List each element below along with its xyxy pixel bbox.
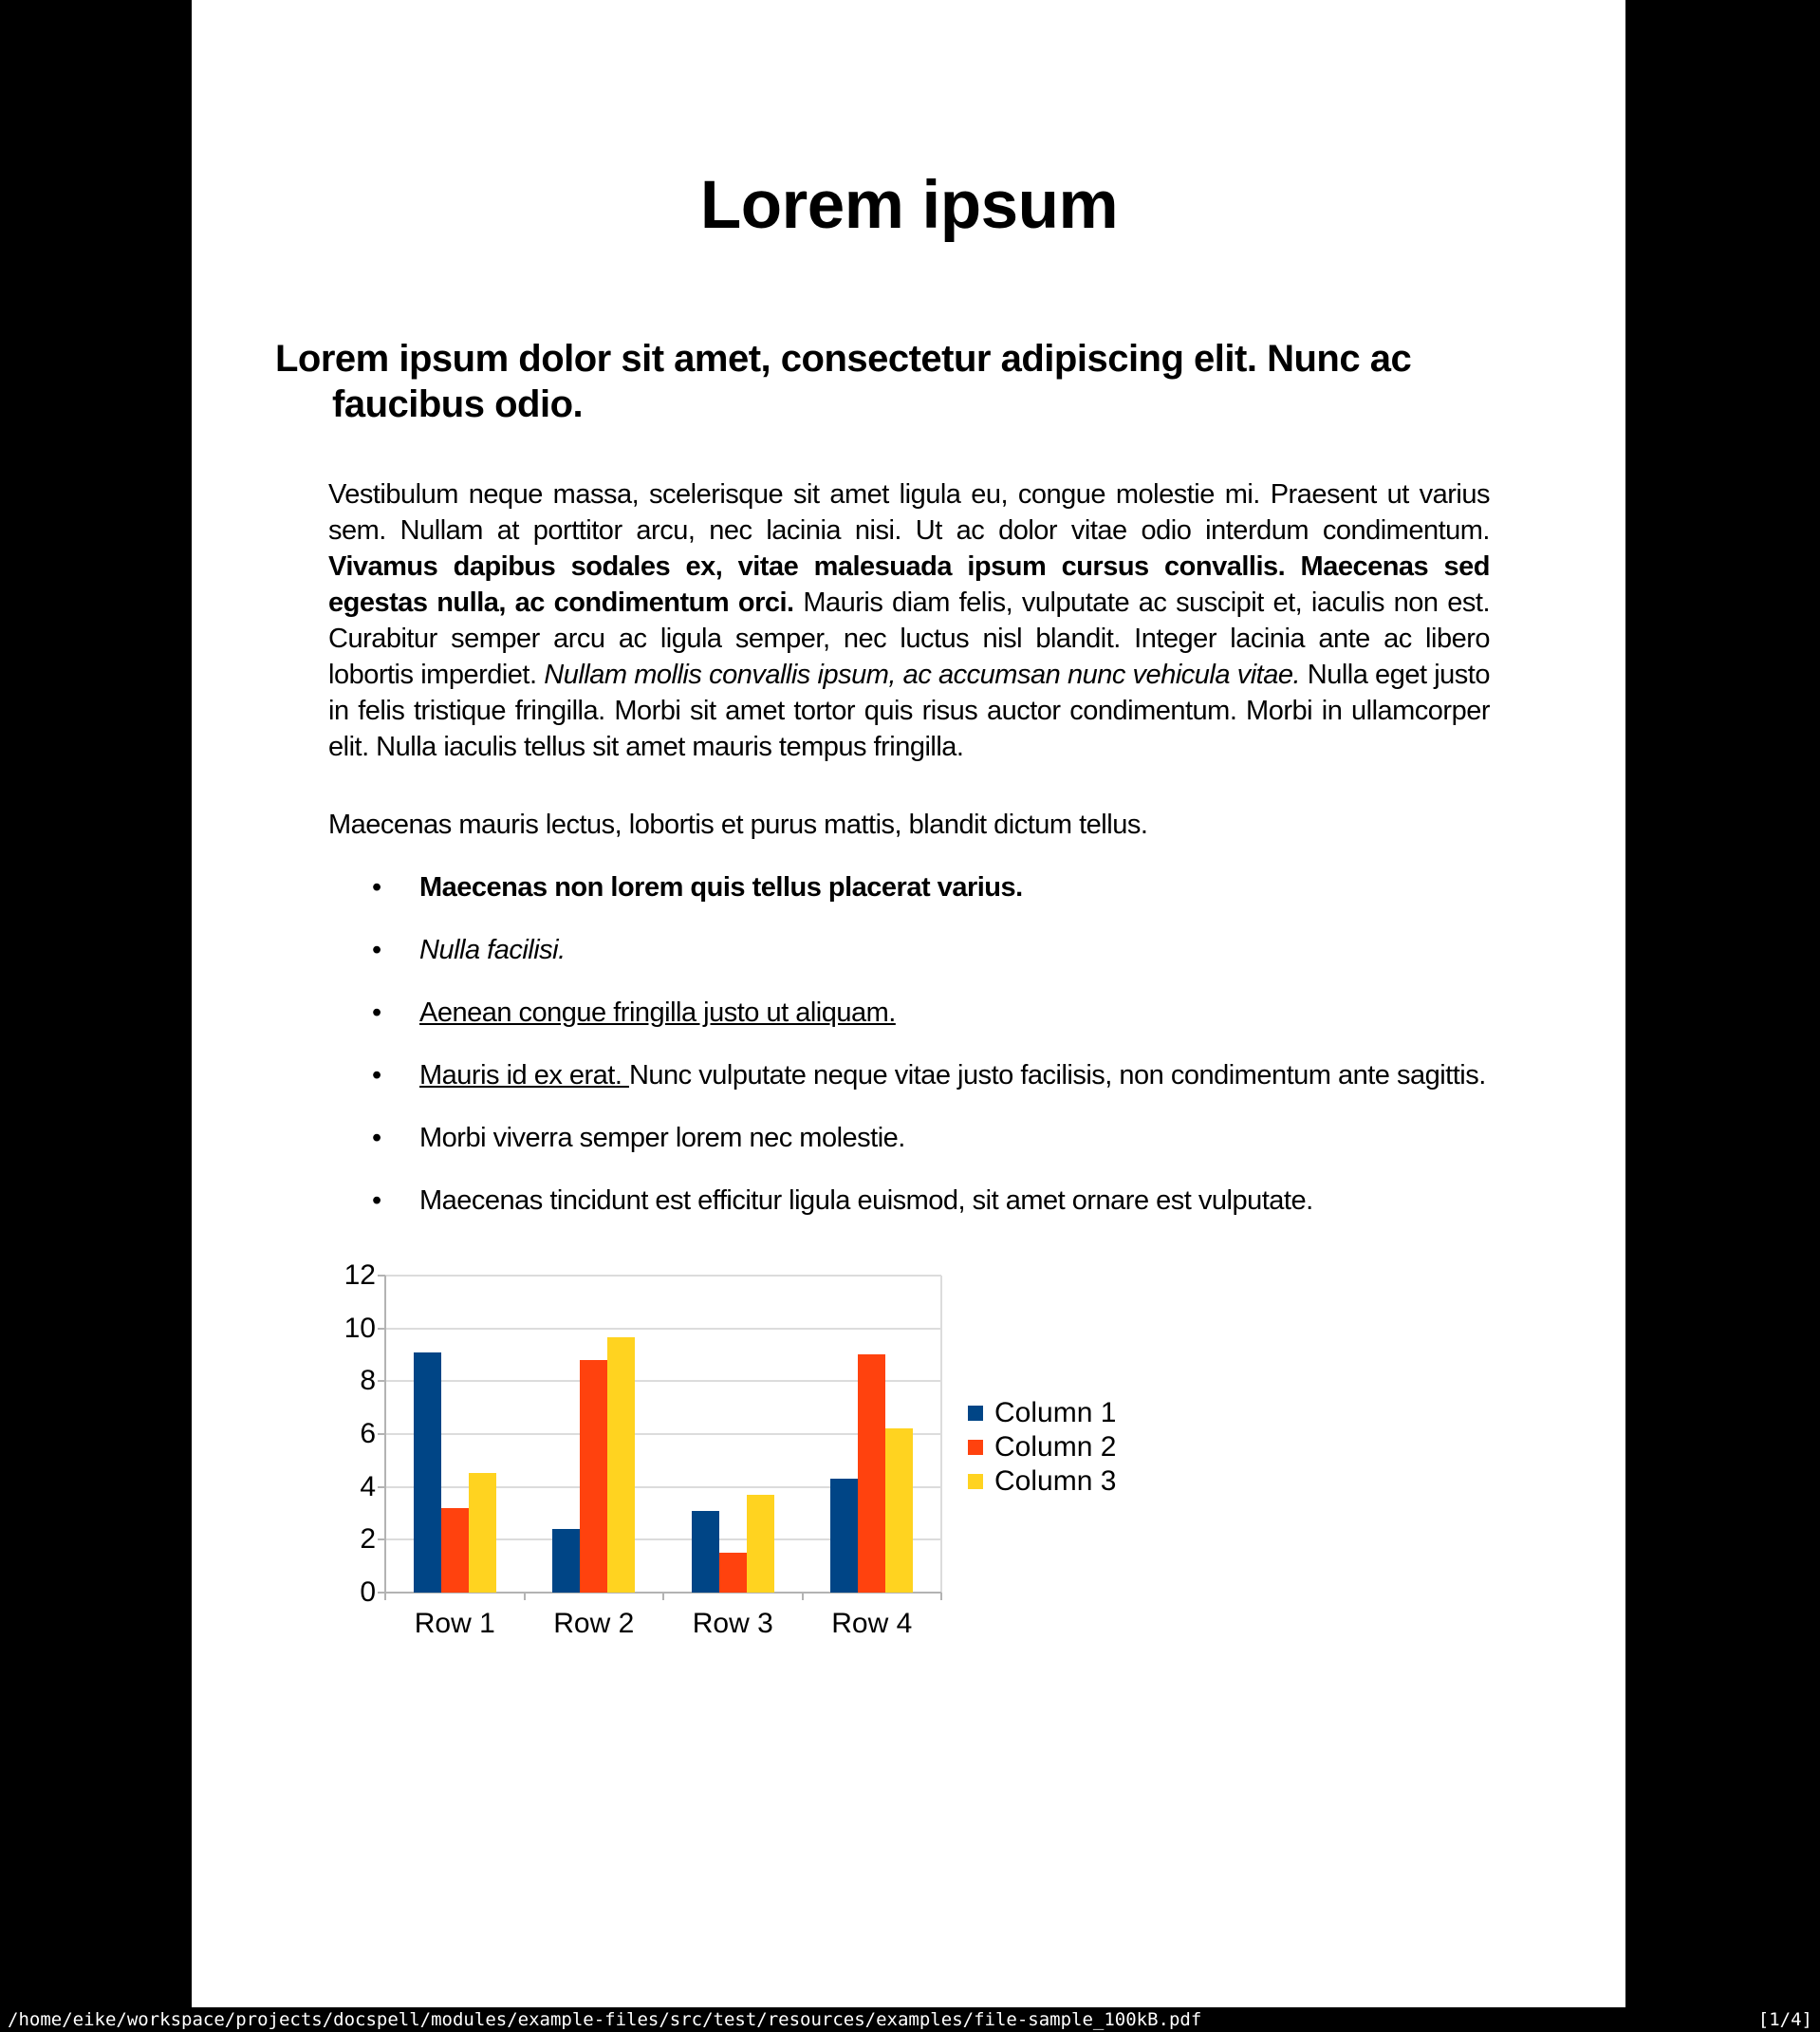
chart-bar-column-1-row-4 — [830, 1479, 858, 1593]
list-item — [328, 869, 1490, 905]
document-page[interactable] — [192, 0, 1625, 2028]
legend-row — [968, 1464, 1116, 1499]
chart-y-tick-label: 12 — [344, 1259, 376, 1291]
chart-bar-column-2-row-3 — [719, 1553, 747, 1593]
list-item — [328, 1120, 1490, 1156]
legend-label: Column 1 — [994, 1397, 1117, 1428]
list-item-text: Maecenas tincidunt est efficitur ligula euismod, sit amet ornare est vulputate. — [419, 1185, 1313, 1216]
legend-label: Column 3 — [994, 1465, 1117, 1497]
chart-bar-column-3-row-2 — [607, 1337, 635, 1593]
chart-y-tick — [378, 1486, 385, 1488]
bullet-icon: • — [372, 997, 381, 1028]
chart-y-tick — [378, 1538, 385, 1540]
legend-row — [968, 1396, 1116, 1430]
list-item — [328, 932, 1490, 968]
chart-bar-column-2-row-4 — [858, 1354, 885, 1593]
chart-y-tick-label: 2 — [360, 1523, 376, 1556]
chart-x-tick — [940, 1593, 942, 1600]
chart-bar-column-3-row-3 — [747, 1495, 774, 1593]
list-item-text: Morbi viverra semper lorem nec molestie. — [419, 1123, 905, 1153]
chart-x-tick — [524, 1593, 526, 1600]
bullet-icon: • — [372, 872, 381, 903]
chart-y-tick — [378, 1380, 385, 1382]
paragraph-segment: Vestibulum neque massa, scelerisque sit amet ligula eu, congue molestie mi. Praesent ut varius sem. Nullam at porttitor arcu, nec lacinia nisi. Ut ac dolor vitae odio interdum condimentum. — [328, 479, 1490, 546]
chart-y-tick — [378, 1275, 385, 1277]
chart-bar-column-2-row-1 — [441, 1508, 469, 1593]
legend-swatch-column-1 — [968, 1406, 983, 1421]
chart-legend — [968, 1396, 1116, 1499]
chart-plot-right-border — [940, 1276, 942, 1593]
chart-y-tick-label: 8 — [360, 1365, 376, 1397]
chart-x-tick — [802, 1593, 804, 1600]
paragraph-segment: Nulla eget justo in felis tristique fringilla. Morbi sit amet tortor quis risus auctor condimentum. Morbi in ullamcorper elit. Nulla iaculis tellus sit amet mauris tempus fringilla. — [328, 660, 1490, 762]
paragraph-segment: Mauris diam felis, vulputate ac suscipit et, iaculis non est. Curabitur semper arcu ac ligula semper, nec luctus nisl blandit. Integer lacinia ante ac libero lobortis imperdiet. — [328, 587, 1490, 690]
chart-bar-column-3-row-1 — [469, 1473, 496, 1593]
chart-x-category-label: Row 4 — [831, 1608, 913, 1639]
bullet-icon: • — [372, 1123, 381, 1153]
bullet-icon: • — [372, 935, 381, 965]
document-heading — [275, 336, 1490, 427]
list-item-text: Maecenas non lorem quis tellus placerat varius. — [419, 872, 1023, 903]
list-item-lead: Mauris id ex erat. — [419, 1060, 629, 1091]
chart-x-category-label: Row 1 — [414, 1608, 495, 1639]
legend-swatch-column-2 — [968, 1440, 983, 1455]
chart-x-tick — [384, 1593, 386, 1600]
chart-bar-column-3-row-4 — [885, 1428, 913, 1593]
chart-x-tick — [662, 1593, 664, 1600]
chart-bar-column-1-row-2 — [552, 1529, 580, 1593]
statusbar-file-path: /home/eike/workspace/projects/docspell/modules/example-files/src/test/resources/examples/file-sample_100kB.pdf — [8, 2009, 1202, 2030]
chart-bar-column-2-row-2 — [580, 1360, 607, 1593]
document-title: Lorem ipsum — [699, 168, 1119, 243]
chart-x-category-label: Row 2 — [553, 1608, 635, 1639]
chart-y-tick — [378, 1328, 385, 1330]
chart-y-tick-label: 10 — [344, 1312, 376, 1344]
chart-x-category-label: Row 3 — [692, 1608, 773, 1639]
bar-chart — [328, 1259, 1490, 1672]
intro-list-paragraph: Maecenas mauris lectus, lobortis et purus mattis, blandit dictum tellus. — [328, 810, 1148, 840]
body-paragraph — [328, 476, 1490, 765]
chart-y-tick-label: 0 — [360, 1576, 376, 1608]
bullet-icon: • — [372, 1185, 381, 1216]
legend-label: Column 2 — [994, 1431, 1117, 1463]
statusbar-page-indicator: [1/4] — [1757, 2009, 1812, 2030]
statusbar — [0, 2007, 1820, 2032]
list-item — [328, 1057, 1490, 1093]
chart-bar-column-1-row-1 — [414, 1352, 441, 1593]
chart-y-tick-label: 6 — [360, 1418, 376, 1449]
legend-row — [968, 1430, 1116, 1464]
chart-gridline — [385, 1275, 941, 1277]
chart-bar-column-1-row-3 — [692, 1511, 719, 1593]
heading-line2: Nunc ac faucibus odio. — [332, 338, 1412, 425]
heading-line1: Lorem ipsum dolor sit amet, consectetur adipiscing elit. — [275, 338, 1257, 380]
chart-y-tick — [378, 1433, 385, 1435]
bullet-icon: • — [372, 1060, 381, 1091]
list-item-text: Nulla facilisi. — [419, 935, 566, 965]
list-item — [328, 995, 1490, 1031]
paragraph-segment-italic: Nullam mollis convallis ipsum, ac accumsan nunc vehicula vitae. — [544, 660, 1301, 690]
chart-y-tick-label: 4 — [360, 1470, 376, 1502]
chart-gridline — [385, 1328, 941, 1330]
list-item-text: Nunc vulputate neque vitae justo facilisis, non condimentum ante sagittis. — [628, 1060, 1486, 1091]
list-item — [328, 1183, 1490, 1219]
legend-swatch-column-3 — [968, 1474, 983, 1489]
list-item-text: Aenean congue fringilla justo ut aliquam. — [419, 997, 896, 1028]
paragraph-segment-bold: Vivamus dapibus sodales ex, vitae malesuada ipsum cursus convallis. Maecenas sed egestas nulla, ac condimentum orci. — [328, 551, 1490, 618]
bullet-list — [328, 869, 1490, 1219]
